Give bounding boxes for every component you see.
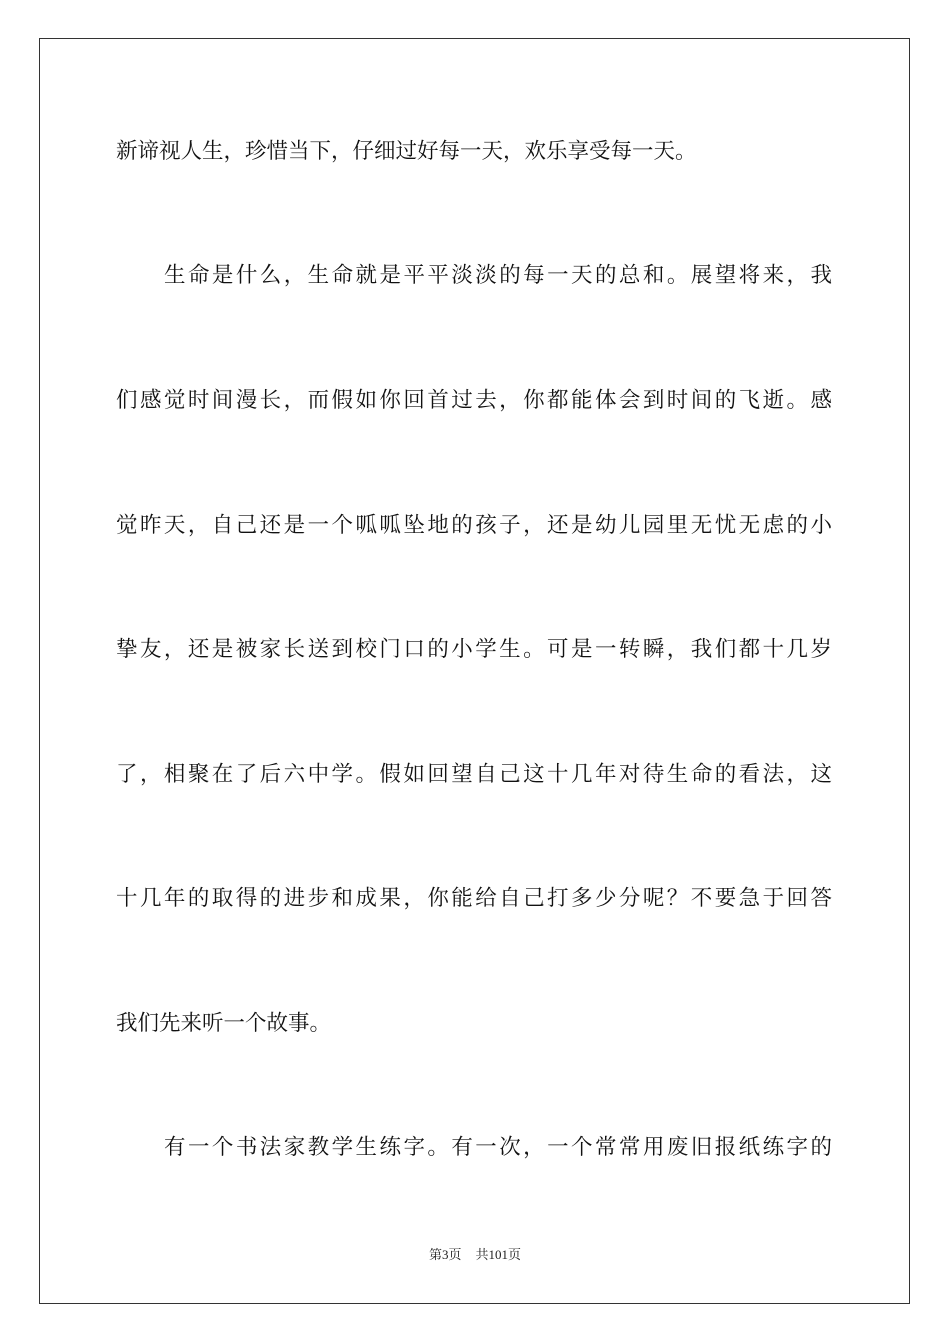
text-line-4: 觉昨天，自己还是一个呱呱坠地的孩子，还是幼儿园里无忧无虑的小 [116,513,832,538]
page-footer [0,1246,950,1264]
page-number: 第3页 [428,1247,462,1262]
text-line-1: 新谛视人生，珍惜当下，仔细过好每一天，欢乐享受每一天。 [116,139,697,164]
text-line-6: 了，相聚在了后六中学。假如回望自己这十几年对待生命的看法，这 [116,762,832,787]
text-line-5: 挚友，还是被家长送到校门口的小学生。可是一转瞬，我们都十几岁 [116,637,832,662]
text-line-9: 有一个书法家教学生练字。有一次，一个常常用废旧报纸练字的 [164,1135,832,1160]
text-line-2: 生命是什么，生命就是平平淡淡的每一天的总和。展望将来，我 [164,263,832,288]
total-pages: 共101页 [475,1247,522,1262]
page-border [39,38,910,1304]
text-line-3: 们感觉时间漫长，而假如你回首过去，你都能体会到时间的飞逝。感 [116,388,832,413]
text-line-7: 十几年的取得的进步和成果，你能给自己打多少分呢？不要急于回答 [116,886,832,911]
text-line-8: 我们先来听一个故事。 [116,1011,332,1036]
